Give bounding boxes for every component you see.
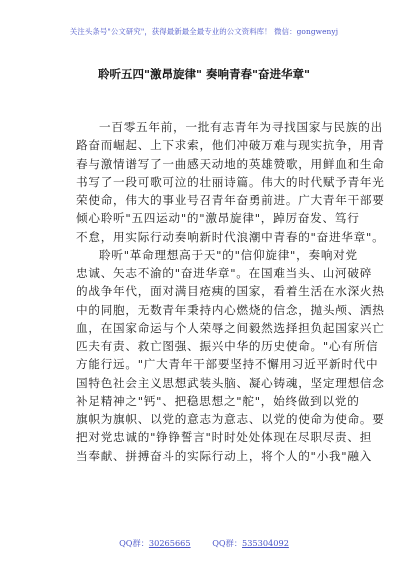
text-line: 忠诚、矢志不渝的"奋进华章"。在国难当头、山河破碎 — [76, 266, 373, 280]
text-line: 旗帜为旗帜、以党的意志为意志、以党的使命为使命。要 — [76, 412, 385, 426]
text-line: 方能行远。"广大青年干部要坚持不懈用习近平新时代中 — [76, 357, 379, 372]
text-line: 补足精神之"钙"、把稳思想之"舵"，始终做到以党的 — [76, 393, 360, 408]
text-line: 匹夫有责、救亡图强、振兴中华的历史使命。"心有所信 — [76, 339, 379, 353]
qq-group-label: QQ群： — [119, 538, 149, 548]
paragraph-2 — [76, 246, 385, 465]
qq-group-number[interactable]: 30265665 — [148, 538, 191, 548]
text-line: 路奋而崛起、上下求索，他们冲破万难与现实抗争，用青 — [76, 138, 385, 153]
qq-group-number[interactable]: 535304092 — [242, 538, 289, 548]
text-line: 荣使命，伟大的事业号召青年奋勇前进。广大青年干部要 — [76, 193, 385, 207]
qq-group-label: QQ群： — [212, 538, 243, 548]
text-line: 当奉献、拼搏奋斗的实际行动上，将个人的"小我"融入 — [76, 448, 373, 463]
text-line: 春与激情谱写了一曲感天动地的英雄赞歌，用鲜血和生命 — [76, 156, 385, 171]
text-line: 一百零五年前，一批有志青年为寻找国家与民族的出 — [99, 120, 383, 134]
text-line: 倾心聆听"五四运动"的"激昂旋律"，踔厉奋发、笃行 — [76, 211, 360, 226]
footer-contact — [0, 538, 408, 549]
text-line: 中的同胞，无数青年秉持内心燃烧的信念，抛头颅、洒热 — [76, 302, 385, 317]
text-line: 聆听"革命理想高于天"的"信仰旋律"，奏响对党 — [99, 247, 358, 262]
text-line: 国特色社会主义思想武装头脑、凝心铸魂，坚定理想信念 — [76, 375, 385, 390]
qq-group-2 — [212, 538, 289, 548]
text-line: 血，在国家命运与个人荣辱之间毅然选择担负起国家兴亡 — [76, 320, 385, 335]
text-line: 书写了一段可歌可泣的壮丽诗篇。伟大的时代赋予青年光 — [76, 174, 385, 189]
article-body — [76, 118, 385, 465]
header-note: 关注头条号"公文研究"，获得最新最全最专业的公文资料库！ 微信：gongwenyj — [69, 27, 339, 36]
paragraph-1 — [76, 118, 385, 246]
text-line: 的战争年代，面对满目疮痍的国家，看着生活在水深火热 — [76, 284, 385, 299]
text-line: 把对党忠诚的"铮铮誓言"时时处处体现在尽职尽责、担 — [76, 430, 373, 445]
qq-group-1 — [119, 538, 194, 548]
document-title: 聆听五四"激昂旋律" 奏响青春"奋进华章" — [98, 67, 310, 81]
text-line: 不怠，用实际行动奏响新时代浪潮中青春的"奋进华章"。 — [76, 229, 385, 244]
